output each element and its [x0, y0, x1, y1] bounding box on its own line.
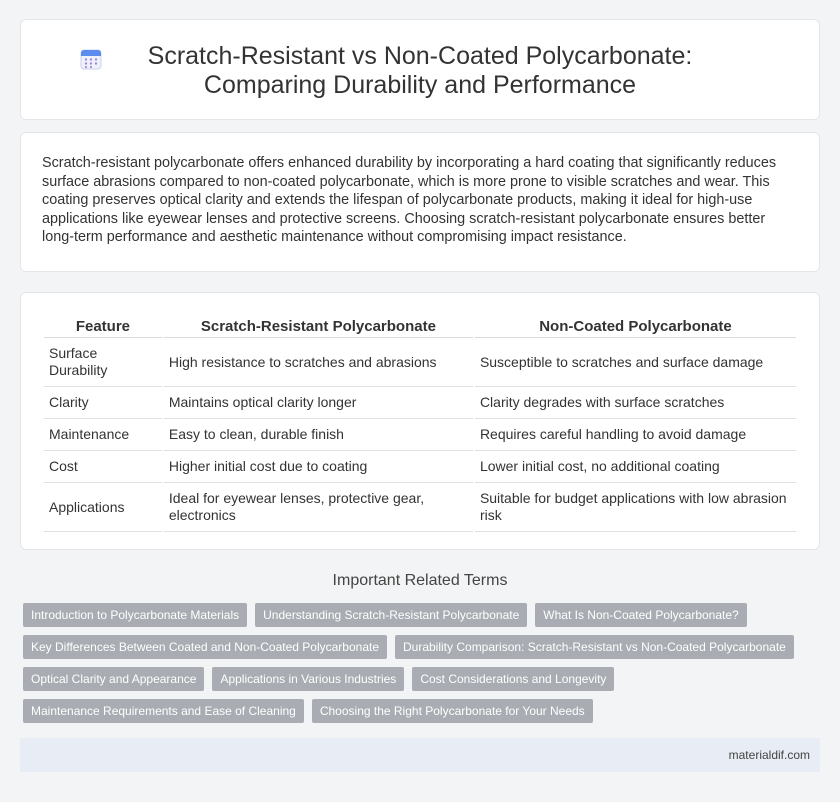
table-row — [44, 451, 796, 483]
table-row — [44, 419, 796, 451]
table-cell-scratch-resistant: High resistance to scratches and abrasions — [164, 338, 473, 387]
page-title: Scratch-Resistant vs Non-Coated Polycarbonate: Comparing Durability and Performance — [147, 42, 693, 99]
related-term-tag[interactable]: Introduction to Polycarbonate Materials — [23, 603, 247, 627]
related-term-tag[interactable]: Key Differences Between Coated and Non-Coated Polycarbonate — [23, 635, 387, 659]
related-term-tag[interactable]: Choosing the Right Polycarbonate for Your Needs — [312, 699, 593, 723]
related-term-tag[interactable]: Maintenance Requirements and Ease of Cleaning — [23, 699, 304, 723]
table-cell-feature: Surface Durability — [44, 338, 162, 387]
intro-card — [20, 132, 820, 272]
table-cell-scratch-resistant: Higher initial cost due to coating — [164, 451, 473, 483]
table-cell-scratch-resistant: Ideal for eyewear lenses, protective gear, electronics — [164, 483, 473, 532]
footer-site-link[interactable]: materialdif.com — [728, 748, 810, 762]
table-cell-scratch-resistant: Maintains optical clarity longer — [164, 387, 473, 419]
comparison-table — [42, 315, 798, 532]
table-cell-feature: Cost — [44, 451, 162, 483]
table-cell-non-coated: Requires careful handling to avoid damage — [475, 419, 796, 451]
table-row — [44, 483, 796, 532]
tag-row — [23, 699, 803, 723]
tag-row — [23, 635, 803, 659]
table-header-row — [44, 315, 796, 338]
table-header-non-coated: Non-Coated Polycarbonate — [475, 315, 796, 338]
related-term-tag[interactable]: Durability Comparison: Scratch-Resistant vs Non-Coated Polycarbonate — [395, 635, 794, 659]
header-card — [20, 19, 820, 120]
table-cell-non-coated: Lower initial cost, no additional coating — [475, 451, 796, 483]
related-term-tag[interactable]: Optical Clarity and Appearance — [23, 667, 204, 691]
table-cell-scratch-resistant: Easy to clean, durable finish — [164, 419, 473, 451]
related-terms-heading: Important Related Terms — [332, 572, 508, 589]
table-cell-non-coated: Clarity degrades with surface scratches — [475, 387, 796, 419]
table-cell-feature: Clarity — [44, 387, 162, 419]
table-row — [44, 387, 796, 419]
related-term-tag[interactable]: Applications in Various Industries — [212, 667, 404, 691]
footer — [20, 738, 820, 772]
intro-paragraph: Scratch-resistant polycarbonate offers enhanced durability by incorporating a hard coating that significantly reduces surface abrasions compared to non-coated polycarbonate, which is more prone to visible scratches and wear. This coating preserves optical clarity and extends the lifespan of polycarbonate products, making it ideal for high-use applications like eyewear lenses and protective screens. Choosing scratch-resistant polycarbonate ensures better long-term performance and aesthetic maintenance without compromising impact resistance. — [42, 155, 777, 245]
table-header-feature: Feature — [44, 315, 162, 338]
related-terms-list — [23, 603, 803, 731]
related-term-tag[interactable]: Understanding Scratch-Resistant Polycarbonate — [255, 603, 527, 627]
table-cell-feature: Applications — [44, 483, 162, 532]
related-term-tag[interactable]: What Is Non-Coated Polycarbonate? — [535, 603, 746, 627]
tag-row — [23, 667, 803, 691]
table-cell-feature: Maintenance — [44, 419, 162, 451]
related-term-tag[interactable]: Cost Considerations and Longevity — [412, 667, 614, 691]
comparison-table-card — [20, 292, 820, 550]
tag-row — [23, 603, 803, 627]
table-cell-non-coated: Suitable for budget applications with low abrasion risk — [475, 483, 796, 532]
table-cell-non-coated: Susceptible to scratches and surface damage — [475, 338, 796, 387]
table-header-scratch-resistant: Scratch-Resistant Polycarbonate — [164, 315, 473, 338]
table-row — [44, 338, 796, 387]
